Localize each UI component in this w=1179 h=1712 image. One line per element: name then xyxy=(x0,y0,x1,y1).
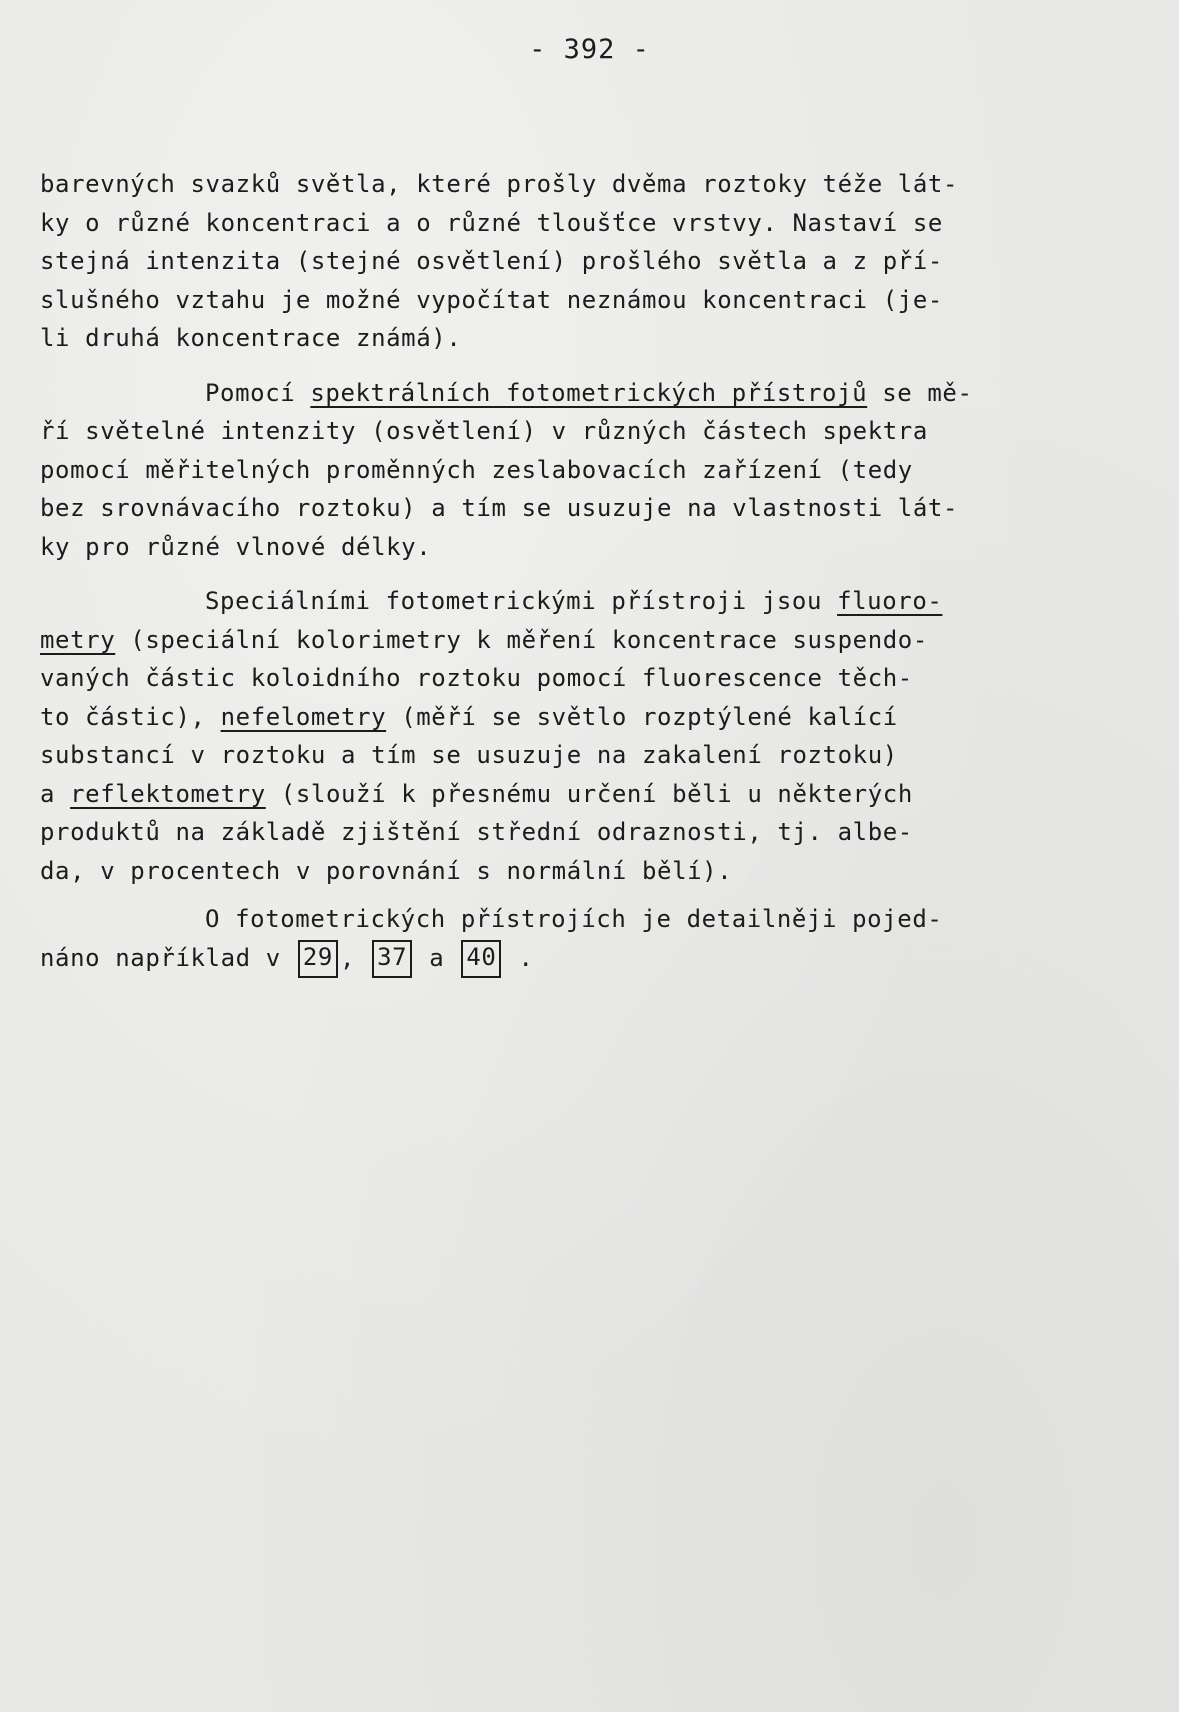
underlined-term: spektrálních fotometrických přístrojů xyxy=(310,378,868,407)
paragraph xyxy=(40,374,1070,567)
text-line xyxy=(40,374,1070,413)
text-line xyxy=(40,852,1070,891)
text-run: vaných částic koloidního roztoku pomocí fluorescence těch- xyxy=(40,664,913,692)
text-line xyxy=(40,489,1070,528)
text-run: bez srovnávacího roztoku) a tím se usuzuje na vlastnosti lát- xyxy=(40,494,959,522)
text-line xyxy=(40,698,1070,737)
text-run: produktů na základě zjištění střední odraznosti, tj. albe- xyxy=(40,818,913,846)
text-run: O fotometrických přístrojích je detailněji pojed- xyxy=(205,905,943,933)
text-run: ky pro různé vlnové délky. xyxy=(40,532,432,561)
text-line xyxy=(40,775,1070,814)
reference-citation: 40 xyxy=(461,940,501,978)
text-run: stejná intenzita (stejné osvětlení) prošlého světla a z pří- xyxy=(40,247,943,275)
text-run: li druhá koncentrace známá). xyxy=(40,324,462,352)
body-text xyxy=(40,165,1070,977)
text-run: barevných svazků světla, které prošly dvěma roztoky téže lát- xyxy=(40,170,959,198)
text-run: , xyxy=(339,943,371,972)
text-run: . xyxy=(503,943,534,972)
text-line xyxy=(40,900,1070,939)
text-line xyxy=(40,412,1070,451)
text-line xyxy=(40,582,1070,621)
text-run: (měří se světlo rozptýlené kalící xyxy=(386,702,898,731)
reference-citation: 29 xyxy=(298,940,338,978)
text-run: náno například v xyxy=(40,943,296,972)
underlined-term: nefelometry xyxy=(220,702,387,731)
text-run: ří světelné intenzity (osvětlení) v různých částech spektra xyxy=(40,417,928,445)
text-run: Pomocí xyxy=(205,378,311,407)
text-run: (speciální kolorimetry k měření koncentrace suspendo- xyxy=(115,625,928,654)
text-run: (slouží k přesnému určení běli u některých xyxy=(265,779,913,808)
text-run: se mě- xyxy=(867,378,973,407)
text-run: slušného vztahu je možné vypočítat neznámou koncentraci (je- xyxy=(40,285,943,314)
text-run: Speciálními fotometrickými přístroji jsou xyxy=(205,587,838,615)
text-run: da, v procentech v porovnání s normální bělí). xyxy=(40,856,733,885)
underlined-term: fluoro- xyxy=(837,587,943,615)
text-run: a xyxy=(40,779,71,808)
page-number: - 392 - xyxy=(529,34,650,65)
text-line xyxy=(40,736,1070,775)
text-run: ky o různé koncentraci a o různé tloušťce vrstvy. Nastaví se xyxy=(40,208,943,237)
text-run: substancí v roztoku a tím se usuzuje na zakalení roztoku) xyxy=(40,741,898,769)
paragraph xyxy=(40,900,1070,977)
text-line xyxy=(40,451,1070,490)
paragraph xyxy=(40,165,1070,358)
text-run: to částic), xyxy=(40,702,221,731)
text-line xyxy=(40,813,1070,852)
text-run: a xyxy=(414,943,460,972)
text-line xyxy=(40,939,1070,978)
reference-citation: 37 xyxy=(372,940,412,978)
text-line xyxy=(40,621,1070,660)
text-line xyxy=(40,528,1070,567)
text-line xyxy=(40,659,1070,698)
text-run: pomocí měřitelných proměnných zeslabovacích zařízení (tedy xyxy=(40,455,913,484)
text-line xyxy=(40,165,1070,204)
text-line xyxy=(40,204,1070,243)
paragraph xyxy=(40,582,1070,890)
underlined-term: metry xyxy=(40,625,116,654)
text-line xyxy=(40,319,1070,358)
text-line xyxy=(40,242,1070,281)
text-line xyxy=(40,281,1070,320)
underlined-term: reflektometry xyxy=(70,779,266,808)
